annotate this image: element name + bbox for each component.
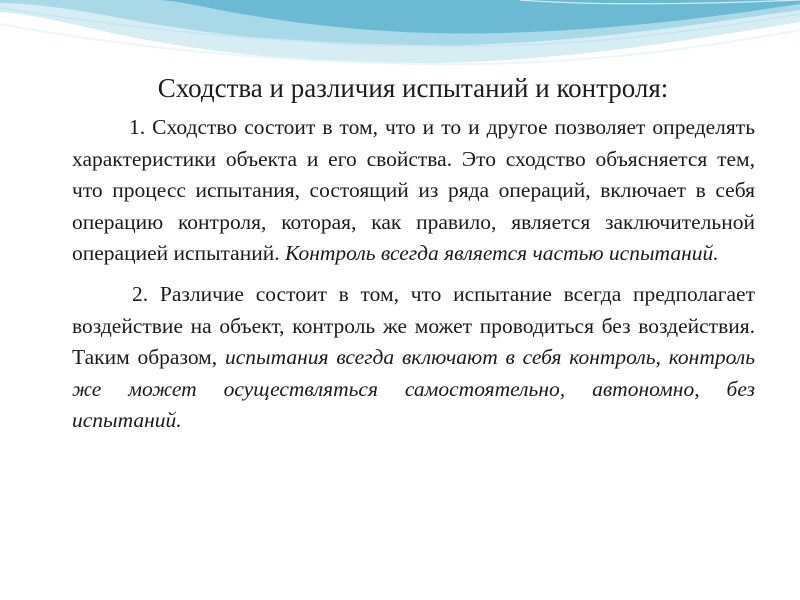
paragraph-difference-conclusion: испытания всегда включают в себя контроль, контроль же может осуществляться самостоятельно, автономно, без испытаний. bbox=[72, 345, 756, 433]
paragraph-difference bbox=[72, 279, 755, 437]
slide-title: Сходства и различия испытаний и контроля: bbox=[157, 73, 669, 103]
paragraph-similarity-text: 1. Сходство состоит в том, что и то и другое позволяет определять характеристики объекта и его свойства. Это сходство объясняется тем, что процесс испытания, состоящий из ряда операций, включает в себя операцию контроля, которая, как правило, является заключительной операцией испытаний. bbox=[72, 115, 755, 266]
paragraph-similarity-conclusion: Контроль всегда является частью испытаний. bbox=[285, 241, 719, 266]
slide-body bbox=[72, 112, 755, 437]
header-wave-decoration bbox=[0, 0, 800, 75]
paragraph-similarity bbox=[72, 112, 755, 270]
paragraph-difference-text: 2. Различие состоит в том, что испытание всегда предполагает воздействие на объект, контроль же может проводиться без воздействия. Таким образом, bbox=[72, 281, 755, 370]
